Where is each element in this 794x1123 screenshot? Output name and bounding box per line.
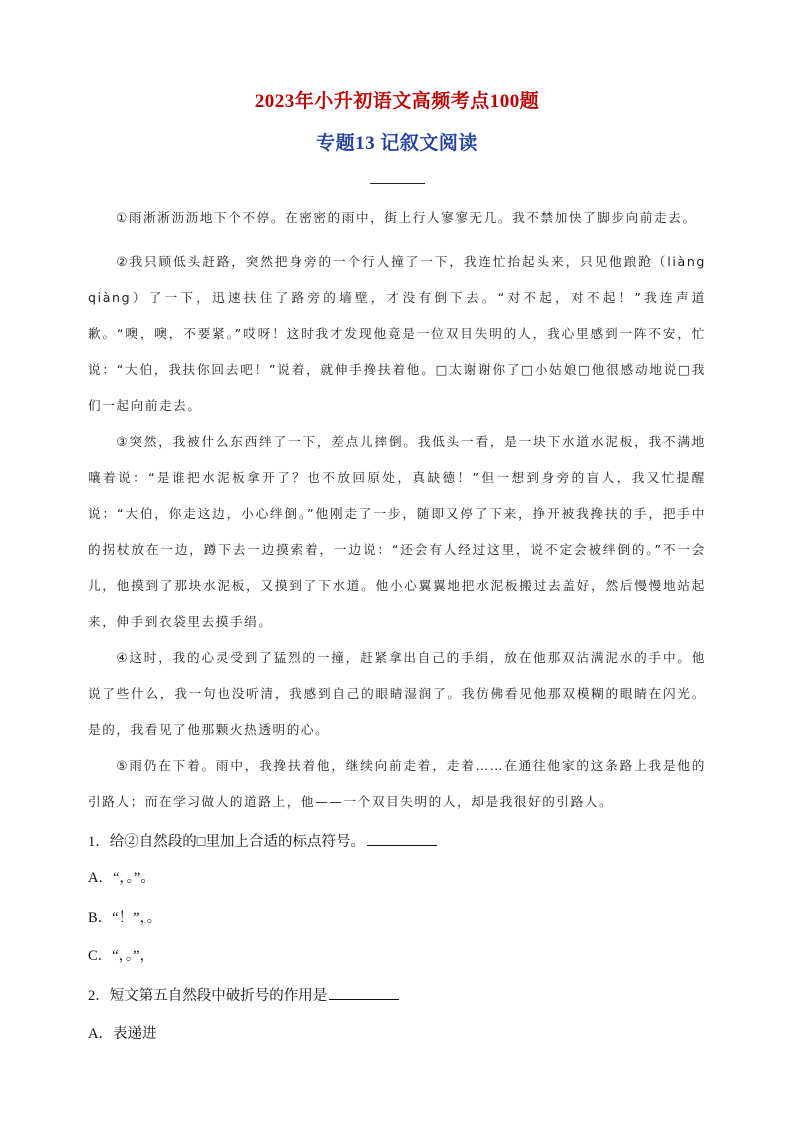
question-2-option-a: A．表递进 bbox=[88, 1026, 157, 1042]
paragraph-5-text: ⑤雨仍在下着。雨中，我搀扶着他，继续向前走着，走着……在通往他家的这条路上我是他的引路人；而在学习做人的道路上，他——一个双目失明的人，却是我很好的引路人。 bbox=[88, 758, 706, 809]
paragraph-3 bbox=[88, 424, 706, 640]
title-divider bbox=[370, 183, 425, 184]
question-1-option-b: B．“！”，。 bbox=[88, 910, 162, 926]
paragraph-4 bbox=[88, 640, 706, 748]
question-1-option-c: C．“，。”， bbox=[88, 948, 155, 964]
document-title: 2023年小升初语文高频考点100题 bbox=[254, 91, 540, 112]
paragraph-2-text: ②我只顾低头赶路，突然把身旁的一个行人撞了一下，我连忙抬起头来，只见他踉跄（liàng qiàng）了一下，迅速扶住了路旁的墙壁，才没有倒下去。“对不起，对不起！”我连声道歉。“噢，噢，不要紧。”哎呀！这时我才发现他竟是一位双目失明的人，我心里感到一阵不安，忙说：“大伯，我扶你回去吧！”说着，就伸手搀扶着他。□太谢谢你了□小姑娘□他很感动地说□我们一起向前走去。 bbox=[88, 254, 706, 413]
paragraph-5 bbox=[88, 748, 706, 820]
paragraph-3-text: ③突然，我被什么东西绊了一下，差点儿摔倒。我低头一看，是一块下水道水泥板，我不满地嚷着说：“是谁把水泥板拿开了？也不放回原处，真缺德！”但一想到身旁的盲人，我又忙提醒说：“大伯，你走这边，小心绊倒。”他刚走了一步，随即又停了下来，挣开被我搀扶的手，把手中的拐杖放在一边，蹲下去一边摸索着，一边说：“还会有人经过这里，说不定会被绊倒的。”不一会儿，他摸到了那块水泥板，又摸到了下水道。他小心翼翼地把水泥板搬过去盖好，然后慢慢地站起来，伸手到衣袋里去摸手绢。 bbox=[88, 434, 706, 629]
document-subtitle: 专题13 记叙文阅读 bbox=[316, 133, 478, 154]
question-1 bbox=[88, 830, 437, 851]
question-2-text: 2．短文第五自然段中破折号的作用是 bbox=[88, 988, 328, 1004]
question-2 bbox=[88, 984, 399, 1005]
paragraph-4-text: ④这时，我的心灵受到了猛烈的一撞，赶紧拿出自己的手绢，放在他那双沾满泥水的手中。他说了些什么，我一句也没听清，我感到自己的眼睛湿润了。我仿佛看见他那双模糊的眼睛在闪光。是的，我看见了他那颗火热透明的心。 bbox=[88, 650, 706, 737]
paragraph-1 bbox=[88, 200, 706, 236]
answer-blank-1[interactable] bbox=[367, 831, 437, 846]
question-1-text: 1．给②自然段的□里加上合适的标点符号。 bbox=[88, 834, 366, 850]
answer-blank-2[interactable] bbox=[329, 985, 399, 1000]
paragraph-1-text: ①雨淅淅沥沥地下个不停。在密密的雨中，街上行人寥寥无几。我不禁加快了脚步向前走去。 bbox=[116, 210, 697, 225]
paragraph-2 bbox=[88, 244, 706, 424]
question-1-option-a: A．“，。”。 bbox=[88, 870, 155, 886]
